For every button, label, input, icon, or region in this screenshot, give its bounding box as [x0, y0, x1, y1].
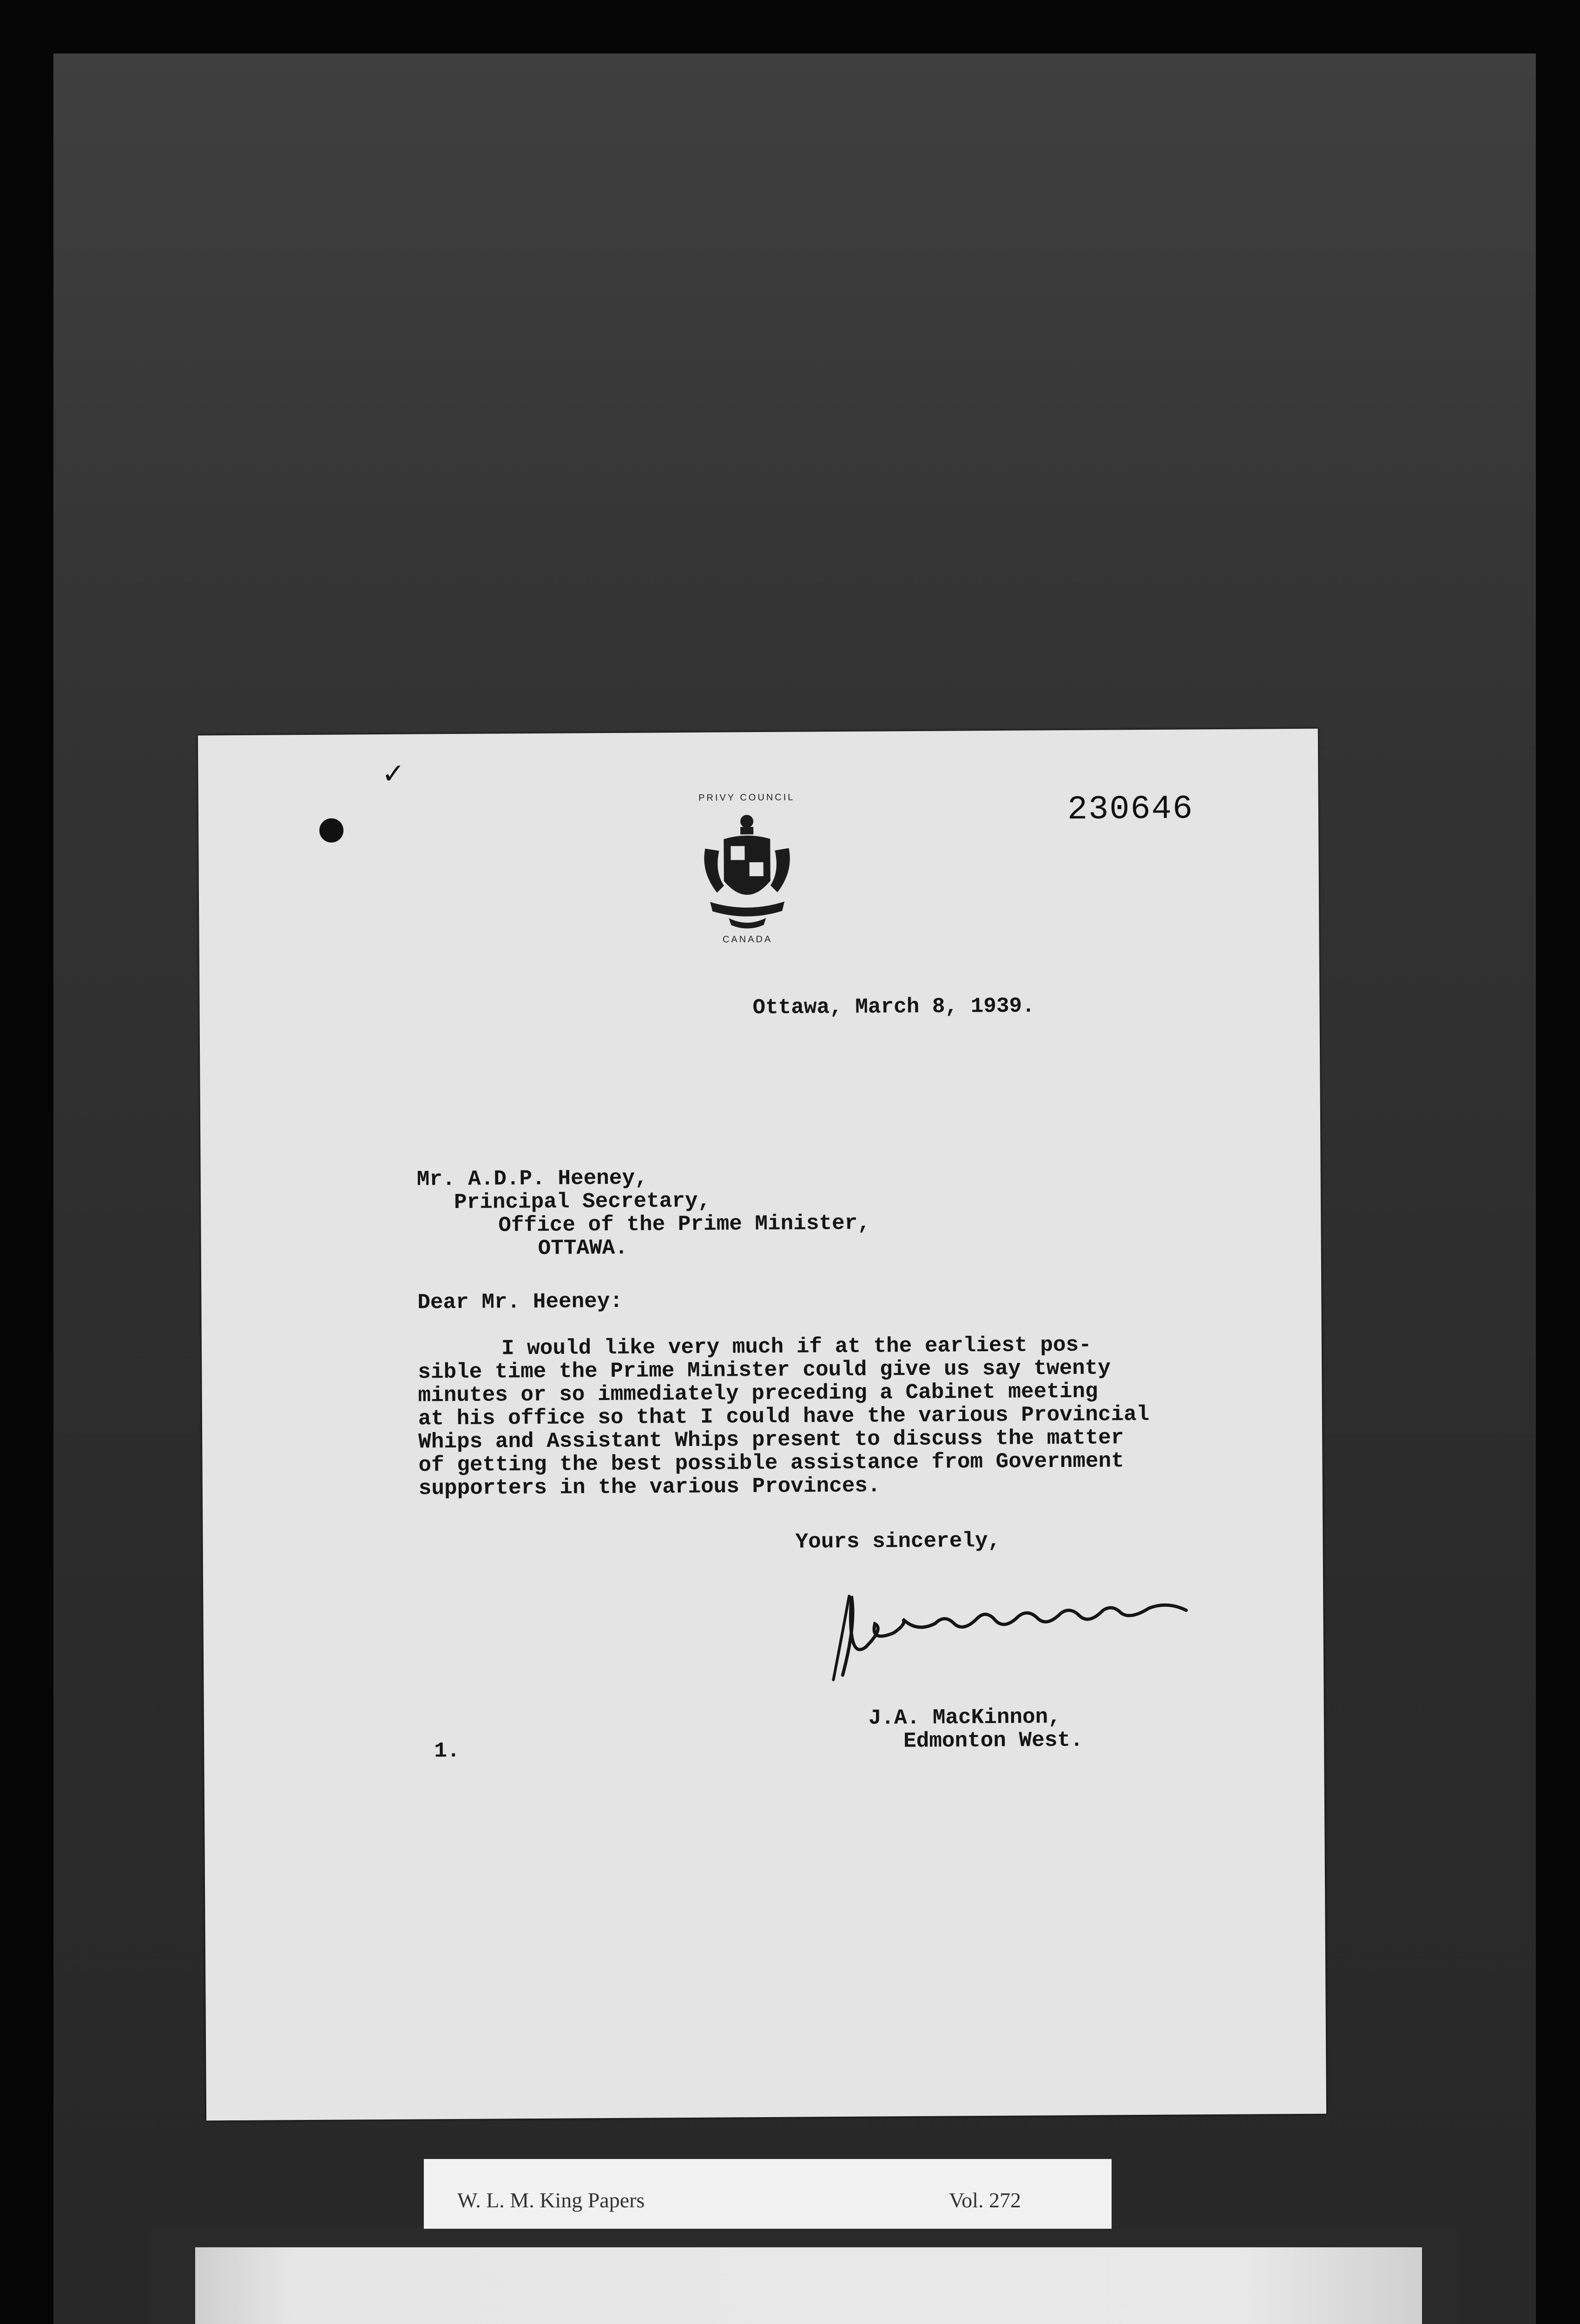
address-line: Principal Secretary,: [454, 1188, 711, 1215]
closing: Yours sincerely,: [795, 1528, 1001, 1554]
address-line: OTTAWA.: [538, 1235, 628, 1261]
letterhead-bottom-text: CANADA: [722, 934, 773, 945]
volume-number: Vol. 272: [949, 2188, 1021, 2212]
letter-page: [198, 729, 1326, 2121]
page-marker: 1.: [434, 1738, 460, 1763]
address-line: Mr. A.D.P. Heeney,: [416, 1166, 648, 1192]
signature-icon: [823, 1566, 1205, 1689]
archives-envelope: [151, 2229, 1457, 2324]
letterhead-top-text: PRIVY COUNCIL: [698, 792, 795, 803]
body-line: minutes or so immediately preceding a Cabinet meeting: [418, 1379, 1098, 1408]
date-line: Ottawa, March 8, 1939.: [752, 994, 1035, 1020]
check-mark: ✓: [382, 757, 405, 790]
signer-riding: Edmonton West.: [903, 1728, 1083, 1754]
body-line: Whips and Assistant Whips present to discuss the matter: [418, 1426, 1124, 1454]
body-line: supporters in the various Provinces.: [418, 1473, 881, 1501]
punch-hole: [319, 818, 343, 842]
envelope-face: [195, 2247, 1422, 2324]
document-number: 230646: [1067, 790, 1194, 829]
signer-name: J.A. MacKinnon,: [868, 1705, 1061, 1730]
body-line: at his office so that I could have the various Provincial: [418, 1402, 1150, 1431]
body-line: I would like very much if at the earliest pos-: [501, 1333, 1092, 1361]
collection-name: W. L. M. King Papers: [457, 2188, 645, 2212]
body-line: sible time the Prime Minister could give us say twenty: [418, 1356, 1111, 1385]
letterhead-crest: [672, 792, 822, 946]
salutation: Dear Mr. Heeney:: [417, 1289, 623, 1315]
body-line: of getting the best possible assistance from Government: [418, 1449, 1124, 1478]
address-line: Office of the Prime Minister,: [498, 1211, 871, 1238]
coat-of-arms-icon: [672, 792, 822, 946]
